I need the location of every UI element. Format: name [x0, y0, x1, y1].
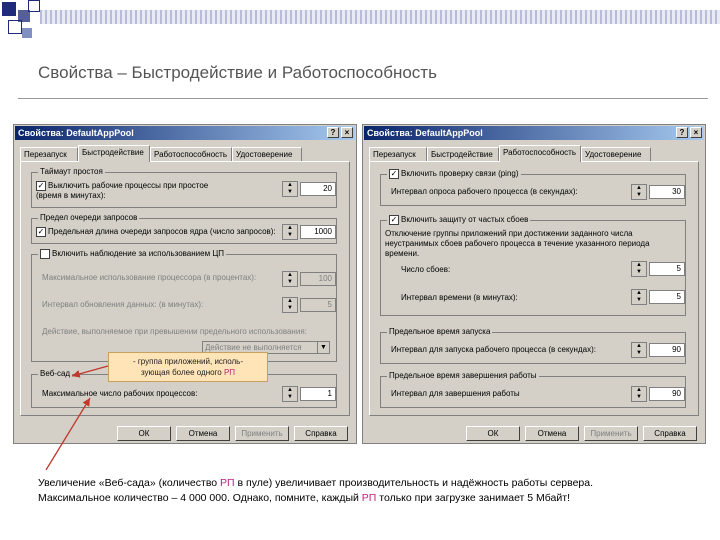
tab-performance[interactable]: Быстродействие [78, 145, 150, 162]
dialog-title: Свойства: DefaultAppPool [367, 128, 483, 138]
checkbox-checked-icon: ✓ [37, 181, 45, 190]
startup-limit-group [380, 327, 686, 364]
rapid-fail-group [380, 215, 686, 316]
checkbox-checked-icon: ✓ [390, 169, 398, 178]
idle-timeout-stepper[interactable]: ▲ ▼ [282, 181, 298, 197]
tab-health[interactable]: Работоспособность [499, 145, 581, 162]
close-icon[interactable]: × [690, 127, 702, 138]
cancel-button[interactable]: Отмена [525, 426, 579, 441]
title-divider [18, 98, 708, 99]
tab-recycling[interactable]: Перезапуск [20, 147, 78, 161]
properties-dialog-health [362, 124, 706, 444]
ping-stepper[interactable]: ▲ ▼ [631, 184, 647, 200]
body-rp: РП [220, 477, 235, 489]
idle-timeout-checkbox[interactable] [36, 181, 214, 200]
dialog-titlebar [15, 126, 355, 140]
shutdown-limit-group [380, 371, 686, 408]
shutdown-field[interactable]: 90 [649, 387, 685, 401]
callout-line-2: зующая более одного [140, 368, 224, 377]
web-garden-field[interactable]: 1 [300, 387, 336, 401]
idle-timeout-field[interactable]: 20 [300, 182, 336, 196]
corner-decoration [0, 0, 120, 48]
body-text-part: Максимальное количество – 4 000 000. Однако, помните, каждый [38, 492, 362, 504]
ping-checkbox[interactable] [387, 169, 521, 179]
select-value: Действие не выполняется [205, 343, 302, 352]
apply-button[interactable]: Применить [584, 426, 638, 441]
startup-field[interactable]: 90 [649, 343, 685, 357]
cpu-action-label: Действие, выполняемое при превышении предельного использования: [42, 327, 307, 336]
group-label: Таймаут простоя [40, 167, 103, 176]
ping-label: Интервал опроса рабочего процесса (в секундах): [391, 187, 578, 196]
queue-limit-field[interactable]: 1000 [300, 225, 336, 239]
queue-limit-stepper[interactable]: ▲ ▼ [282, 224, 298, 240]
group-label: Предельное время запуска [389, 327, 491, 336]
apply-button[interactable]: Применить [235, 426, 289, 441]
body-rp: РП [361, 492, 377, 504]
help-icon[interactable]: ? [327, 127, 339, 138]
checkbox-label: Включить защиту от частых сбоев [401, 215, 529, 225]
cpu-max-stepper[interactable]: ▲ ▼ [282, 271, 298, 287]
group-label: Предел очереди запросов [40, 213, 138, 222]
tab-performance[interactable]: Быстродействие [427, 147, 499, 161]
tab-identity[interactable]: Удостоверение [232, 147, 302, 161]
failures-label: Число сбоев: [401, 265, 451, 274]
startup-label: Интервал для запуска рабочего процесса (в секундах): [391, 345, 596, 354]
period-field[interactable]: 5 [649, 290, 685, 304]
period-stepper[interactable]: ▲ ▼ [631, 289, 647, 305]
ok-button[interactable]: ОК [466, 426, 520, 441]
help-icon[interactable]: ? [676, 127, 688, 138]
tab-health[interactable]: Работоспособность [150, 147, 232, 161]
callout-rp: РП [223, 368, 236, 377]
group-label: Веб-сад [40, 369, 71, 378]
ping-group [380, 169, 686, 206]
failures-field[interactable]: 5 [649, 262, 685, 276]
shutdown-label: Интервал для завершения работы [391, 389, 520, 398]
checkbox-checked-icon: ✓ [37, 227, 45, 236]
cpu-max-label: Максимальное использование процессора (в процентах): [42, 273, 257, 282]
help-button[interactable]: Справка [643, 426, 697, 441]
body-text-part: Увеличение «Веб-сада» (количество [38, 477, 221, 489]
cancel-button[interactable]: Отмена [176, 426, 230, 441]
cpu-refresh-field[interactable]: 5 [300, 298, 336, 312]
dialog-title: Свойства: DefaultAppPool [18, 128, 134, 138]
cpu-monitoring-checkbox[interactable] [38, 249, 226, 259]
rapid-fail-checkbox[interactable] [387, 215, 530, 225]
checkbox-unchecked-icon [40, 249, 50, 259]
failures-stepper[interactable]: ▲ ▼ [631, 261, 647, 277]
queue-limit-checkbox[interactable] [36, 227, 276, 237]
close-icon[interactable]: × [341, 127, 353, 138]
web-garden-callout [108, 352, 268, 382]
top-stripe [40, 10, 720, 24]
request-queue-group [31, 213, 337, 244]
body-text-part: только при загрузке занимает 5 Мбайт! [376, 492, 570, 504]
body-text-part: в пуле) увеличивает производительность и надёжность работы сервера. [234, 477, 594, 489]
ok-button[interactable]: ОК [117, 426, 171, 441]
cpu-refresh-label: Интервал обновления данных: (в минутах): [42, 300, 204, 309]
properties-dialog-performance [13, 124, 357, 444]
chevron-down-icon: ▼ [317, 342, 329, 353]
group-label: Предельное время завершения работы [389, 371, 537, 380]
checkbox-label: Включить наблюдение за использованием ЦП [52, 249, 224, 259]
checkbox-checked-icon: ✓ [390, 215, 398, 224]
checkbox-label: Выключить рабочие процессы при простое (время в минутах): [36, 181, 209, 200]
tab-recycling[interactable]: Перезапуск [369, 147, 427, 161]
idle-timeout-group [31, 167, 337, 208]
help-button[interactable]: Справка [294, 426, 348, 441]
dialog-titlebar [364, 126, 704, 140]
shutdown-stepper[interactable]: ▲ ▼ [631, 386, 647, 402]
slide-body-text [38, 476, 698, 506]
web-garden-stepper[interactable]: ▲ ▼ [282, 386, 298, 402]
tab-panel [369, 161, 699, 416]
tab-identity[interactable]: Удостоверение [581, 147, 651, 161]
rapid-fail-description: Отключение группы приложений при достижении заданного числа неустранимых сбоев рабочего процесса в течение указанного периода времени. [385, 229, 650, 258]
checkbox-label: Предельная длина очереди запросов ядра (число запросов): [48, 227, 276, 237]
slide-title: Свойства – Быстродействие и Работоспособность [38, 63, 437, 82]
startup-stepper[interactable]: ▲ ▼ [631, 342, 647, 358]
checkbox-label: Включить проверку связи (ping) [401, 169, 519, 179]
cpu-monitoring-group [31, 249, 337, 362]
callout-line-1: - группа приложений, исполь- [132, 357, 244, 366]
web-garden-label: Максимальное число рабочих процессов: [42, 389, 198, 398]
cpu-max-field[interactable]: 100 [300, 272, 336, 286]
cpu-refresh-stepper[interactable]: ▲ ▼ [282, 297, 298, 313]
period-label: Интервал времени (в минутах): [401, 293, 518, 302]
ping-field[interactable]: 30 [649, 185, 685, 199]
